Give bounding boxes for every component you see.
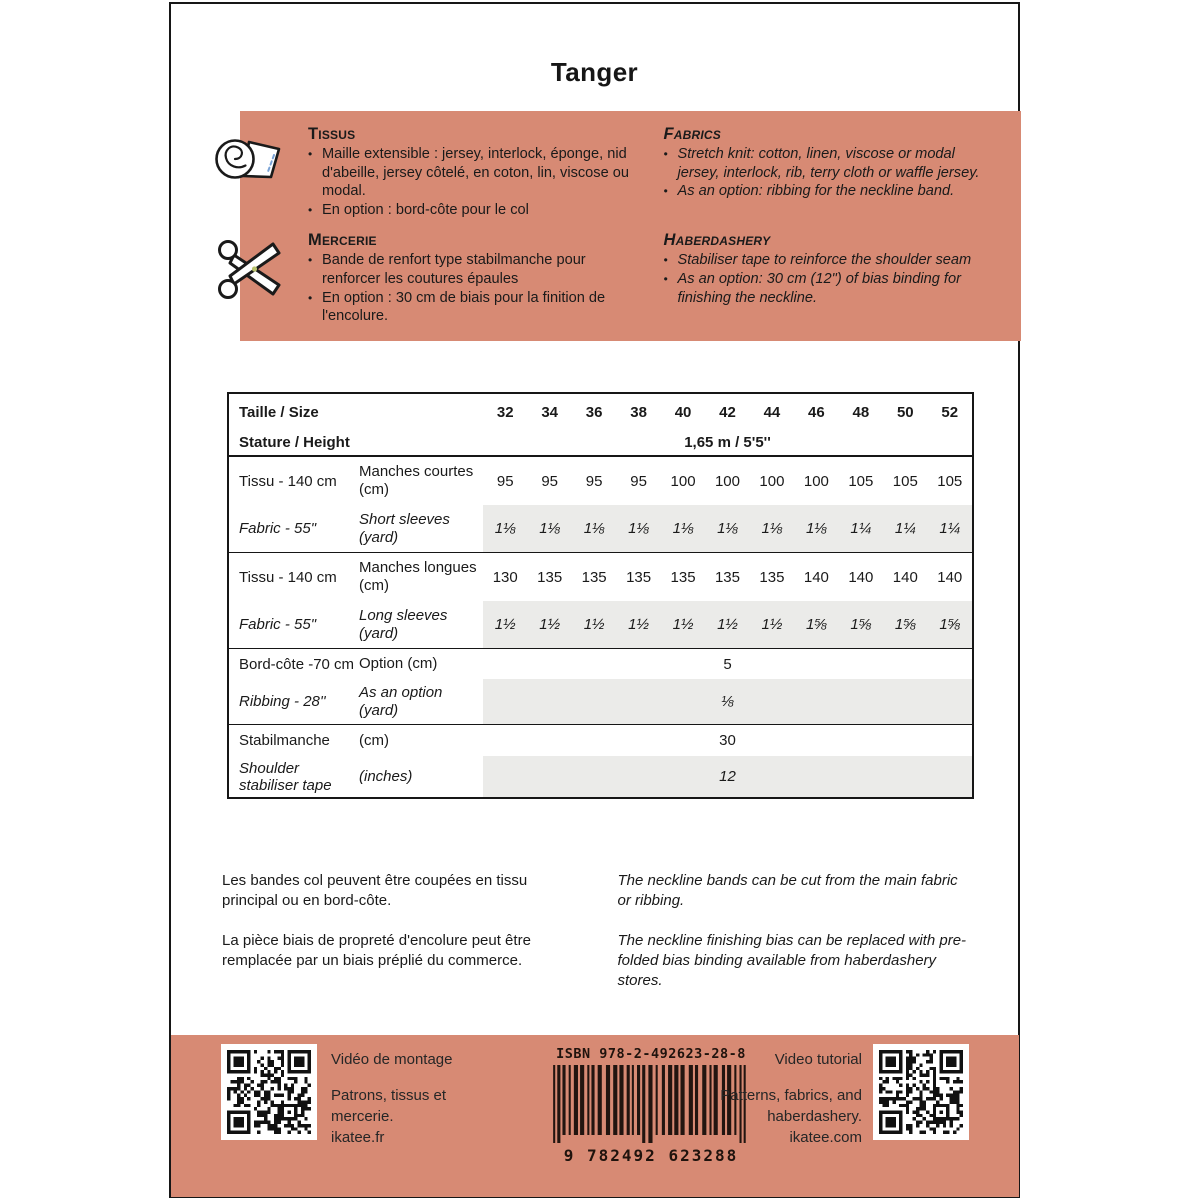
cell-value: 140 bbox=[937, 568, 963, 586]
cell-value: 1⅝ bbox=[794, 601, 838, 648]
section-heading: Haberdashery bbox=[663, 231, 771, 250]
cell-value: 95 bbox=[585, 472, 603, 490]
cell-value: 1⅛ bbox=[705, 505, 749, 552]
cell-value: 135 bbox=[670, 568, 696, 586]
row-sublabel: Long sleeves (yard) bbox=[359, 606, 448, 642]
row-sublabel: Manches longues (cm) bbox=[359, 559, 477, 594]
notes-section bbox=[222, 871, 975, 1011]
bullet-item bbox=[664, 270, 990, 307]
footer-line: Patrons, tissus et mercerie. bbox=[331, 1087, 447, 1125]
cell-value: 1½ bbox=[661, 601, 705, 648]
table-row bbox=[229, 430, 972, 457]
height-value: 1,65 m / 5'5'' bbox=[684, 434, 771, 451]
scissors-icon bbox=[216, 234, 290, 309]
cell-value: 100 bbox=[759, 472, 785, 490]
row-label: Tissu - 140 cm bbox=[239, 568, 337, 586]
row-label: Fabric - 55" bbox=[239, 520, 317, 537]
row-label: Tissu - 140 cm bbox=[239, 472, 337, 490]
note-paragraph: The neckline finishing bias can be replaced with pre-folded bias binding available from haberdashery stores. bbox=[617, 932, 967, 989]
table-row bbox=[229, 505, 972, 553]
footer-line: Vidéo de montage bbox=[331, 1051, 453, 1068]
barcode-digits: 9 782492 623288 bbox=[563, 1146, 739, 1165]
footer-band bbox=[171, 1035, 1019, 1197]
cell-value: 105 bbox=[848, 472, 874, 490]
size-column-header: 44 bbox=[763, 403, 781, 421]
cell-value: 1⅝ bbox=[928, 601, 972, 648]
cell-value-span: 5 bbox=[723, 655, 732, 673]
size-column-header: 32 bbox=[496, 403, 514, 421]
cell-value: 1½ bbox=[527, 601, 571, 648]
isbn-text: ISBN 978-2-492623-28-8 bbox=[556, 1046, 746, 1062]
size-column-header: 52 bbox=[941, 403, 959, 421]
section-heading: Tissus bbox=[308, 125, 356, 143]
fabric-roll-icon bbox=[212, 126, 292, 197]
row-label: Bord-côte -70 cm bbox=[239, 655, 355, 673]
footer-right-text bbox=[692, 1049, 862, 1148]
row-sublabel: (inches) bbox=[359, 767, 413, 785]
cell-value-span: 12 bbox=[483, 756, 972, 797]
bullet-text: Bande de renfort type stabilmanche pour renforcer les coutures épaules bbox=[322, 252, 586, 287]
size-label: Taille / Size bbox=[239, 403, 319, 421]
cell-value: 95 bbox=[541, 472, 559, 490]
cell-value: 135 bbox=[626, 568, 652, 586]
table-row bbox=[229, 394, 972, 430]
notes-english bbox=[618, 871, 976, 1011]
cell-value: 1½ bbox=[616, 601, 660, 648]
footer-site-url: ikatee.fr bbox=[331, 1129, 385, 1146]
cell-value: 1¼ bbox=[883, 505, 927, 552]
size-table bbox=[227, 392, 974, 799]
row-sublabel: Short sleeves (yard) bbox=[359, 510, 450, 546]
table-row bbox=[229, 725, 972, 756]
footer-site-url: ikatee.com bbox=[789, 1129, 862, 1146]
bullet-text: As an option: ribbing for the neckline band. bbox=[677, 183, 955, 200]
cell-value: 135 bbox=[537, 568, 563, 586]
bullet-item bbox=[308, 251, 634, 288]
row-sublabel: (cm) bbox=[359, 731, 389, 749]
bullet-icon: • bbox=[663, 147, 668, 161]
page-title: Tanger bbox=[550, 57, 639, 87]
row-sublabel: As an option (yard) bbox=[359, 683, 443, 719]
footer-left-text bbox=[331, 1049, 491, 1148]
cell-value: 1½ bbox=[750, 601, 794, 648]
section-mercerie bbox=[308, 230, 634, 325]
cell-value: 1⅛ bbox=[483, 505, 527, 552]
cell-value: 100 bbox=[714, 472, 740, 490]
qr-code-video-en bbox=[873, 1044, 969, 1140]
table-row bbox=[229, 679, 972, 725]
notes-french bbox=[222, 871, 580, 1011]
bullet-text: En option : 30 cm de biais pour la finition de l'encolure. bbox=[322, 289, 606, 325]
size-column-header: 42 bbox=[719, 403, 736, 421]
bullet-text: Stabiliser tape to reinforce the shoulder seam bbox=[677, 252, 972, 269]
section-tissus bbox=[308, 124, 634, 219]
footer-line: Patterns, fabrics, and haberdashery. bbox=[720, 1087, 862, 1125]
note-paragraph: La pièce biais de propreté d'encolure peut être remplacée par un biais préplié du commerce. bbox=[222, 932, 531, 969]
bullet-item bbox=[664, 251, 990, 270]
size-column-header: 48 bbox=[852, 403, 870, 421]
cell-value: 1¼ bbox=[839, 505, 883, 552]
cell-value: 100 bbox=[670, 472, 696, 490]
size-column-header: 36 bbox=[585, 403, 603, 421]
cell-value-span: ⅛ bbox=[483, 679, 972, 724]
cell-value: 1⅝ bbox=[883, 601, 927, 648]
bullet-text: As an option: 30 cm (12") of bias binding for finishing the neckline. bbox=[677, 270, 961, 306]
size-column-header: 46 bbox=[808, 403, 825, 421]
bullet-icon: • bbox=[308, 202, 313, 217]
row-label: Ribbing - 28'' bbox=[239, 693, 326, 710]
row-sublabel: Option (cm) bbox=[359, 655, 438, 672]
bullet-item bbox=[664, 145, 990, 182]
row-label: Stabilmanche bbox=[239, 732, 330, 749]
cell-value: 95 bbox=[630, 472, 647, 490]
cell-value: 140 bbox=[848, 568, 874, 586]
bullet-item bbox=[308, 145, 634, 201]
cell-value: 1⅝ bbox=[839, 601, 883, 648]
section-haberdashery bbox=[664, 230, 990, 325]
bullet-icon: • bbox=[663, 253, 668, 268]
bullet-text: Maille extensible : jersey, interlock, éponge, nid d'abeille, jersey côtelé, en coton, lin, viscose ou modal. bbox=[322, 146, 629, 200]
size-column-header: 34 bbox=[541, 403, 559, 421]
table-row bbox=[229, 601, 972, 649]
cell-value: 95 bbox=[496, 472, 514, 490]
cell-value: 130 bbox=[492, 568, 518, 586]
section-heading: Fabrics bbox=[663, 125, 721, 143]
footer-line: Video tutorial bbox=[774, 1051, 862, 1068]
bullet-item bbox=[664, 182, 990, 201]
note-paragraph: Les bandes col peuvent être coupées en tissu principal ou en bord-côte. bbox=[222, 872, 528, 909]
table-row bbox=[229, 756, 972, 797]
cell-value: 1⅛ bbox=[750, 505, 794, 552]
cell-value: 135 bbox=[759, 568, 785, 586]
cell-value: 1¼ bbox=[928, 505, 972, 552]
bullet-item bbox=[308, 289, 634, 326]
row-label: Fabric - 55" bbox=[239, 616, 317, 633]
qr-code-video-fr bbox=[221, 1044, 317, 1140]
cell-value: 1⅛ bbox=[661, 505, 705, 552]
bullet-icon: • bbox=[308, 147, 313, 161]
row-label: Shoulder stabiliser tape bbox=[239, 759, 332, 794]
cell-value: 140 bbox=[803, 568, 829, 586]
requirements-box bbox=[240, 111, 1021, 341]
cell-value: 105 bbox=[937, 472, 963, 490]
info-row bbox=[308, 124, 989, 219]
cell-value: 135 bbox=[581, 568, 607, 586]
table-row bbox=[229, 457, 972, 505]
cell-value: 100 bbox=[803, 472, 829, 490]
bullet-text: Stretch knit: cotton, linen, viscose or modal jersey, interlock, rib, terry cloth or waffle jersey. bbox=[677, 146, 980, 181]
cell-value: 140 bbox=[892, 568, 918, 586]
cell-value: 1⅛ bbox=[794, 505, 838, 552]
cell-value: 1⅛ bbox=[616, 505, 660, 552]
bullet-icon: • bbox=[308, 290, 313, 305]
size-column-header: 40 bbox=[674, 403, 692, 421]
cell-value: 1⅛ bbox=[527, 505, 571, 552]
size-column-header: 50 bbox=[896, 403, 914, 421]
bullet-icon: • bbox=[663, 184, 668, 199]
cell-value-span: 30 bbox=[719, 732, 736, 749]
cell-value: 1⅛ bbox=[572, 505, 616, 552]
info-row bbox=[308, 230, 989, 325]
cell-value: 105 bbox=[892, 472, 918, 490]
cell-value: 1½ bbox=[705, 601, 749, 648]
size-column-header: 38 bbox=[630, 403, 647, 421]
note-paragraph: The neckline bands can be cut from the main fabric or ribbing. bbox=[617, 872, 958, 909]
bullet-item bbox=[308, 201, 634, 220]
section-fabrics bbox=[664, 124, 990, 219]
height-label: Stature / Height bbox=[239, 434, 350, 451]
bullet-text: En option : bord-côte pour le col bbox=[322, 201, 529, 218]
table-row bbox=[229, 553, 972, 601]
table-row bbox=[229, 649, 972, 679]
bullet-icon: • bbox=[663, 271, 668, 286]
bullet-icon: • bbox=[308, 253, 313, 268]
section-heading: Mercerie bbox=[308, 231, 377, 250]
cell-value: 135 bbox=[714, 568, 740, 586]
cell-value: 1½ bbox=[572, 601, 616, 648]
cell-value: 1½ bbox=[483, 601, 527, 648]
row-sublabel: Manches courtes (cm) bbox=[359, 463, 474, 498]
